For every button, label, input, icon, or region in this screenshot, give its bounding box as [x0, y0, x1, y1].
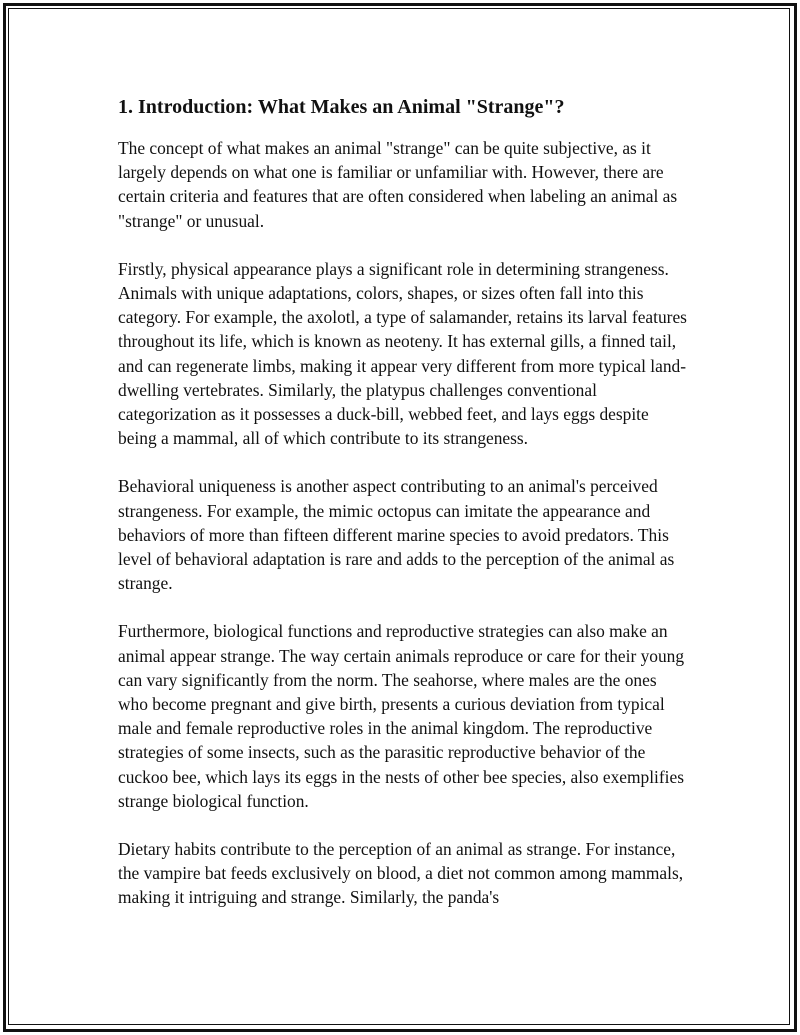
paragraph-dietary-habits: Dietary habits contribute to the perception of an animal as strange. For instance, the vampire bat feeds exclusively on blood, a diet not common among mammals, making it intriguing and strange. Similarly, the panda's — [118, 839, 684, 908]
paragraph-biological-functions: Furthermore, biological functions and reproductive strategies can also make an animal appear strange. The way certain animals reproduce or care for their young can vary significantly from the norm. The seahorse, where males are the ones who become pregnant and give birth, presents a curious deviation from typical male and female reproductive roles in the animal kingdom. The reproductive strategies of some insects, such as the parasitic reproductive behavior of the cuckoo bee, which lays its eggs in the nests of other bee species, also exemplifies strange biological function. — [118, 621, 685, 811]
paragraph-physical-appearance: Firstly, physical appearance plays a significant role in determining strangeness. Animals with unique adaptations, colors, shapes, or sizes often fall into this category. For example, the axolotl, a type of salamander, retains its larval features throughout its life, which is known as neoteny. It has external gills, a finned tail, and can regenerate limbs, making it appear very different from more typical land-dwelling vertebrates. Similarly, the platypus challenges conventional categorization as it possesses a duck-bill, webbed feet, and lays eggs despite being a mammal, all of which contribute to its strangeness. — [118, 258, 687, 449]
document-body — [118, 92, 690, 934]
paragraph-behavioral-uniqueness: Behavioral uniqueness is another aspect contributing to an animal's perceived strangeness. For example, the mimic octopus can imitate the appearance and behaviors of more than fifteen different marine species to avoid predators. This level of behavioral adaptation is rare and adds to the perception of the animal as strange. — [118, 476, 675, 594]
paragraph-intro: The concept of what makes an animal "strange" can be quite subjective, as it largely depends on what one is familiar or unfamiliar with. However, there are certain criteria and features that are often considered when labeling an animal as "strange" or unusual. — [118, 138, 678, 231]
section-heading: 1. Introduction: What Makes an Animal "Strange"? — [118, 96, 565, 118]
